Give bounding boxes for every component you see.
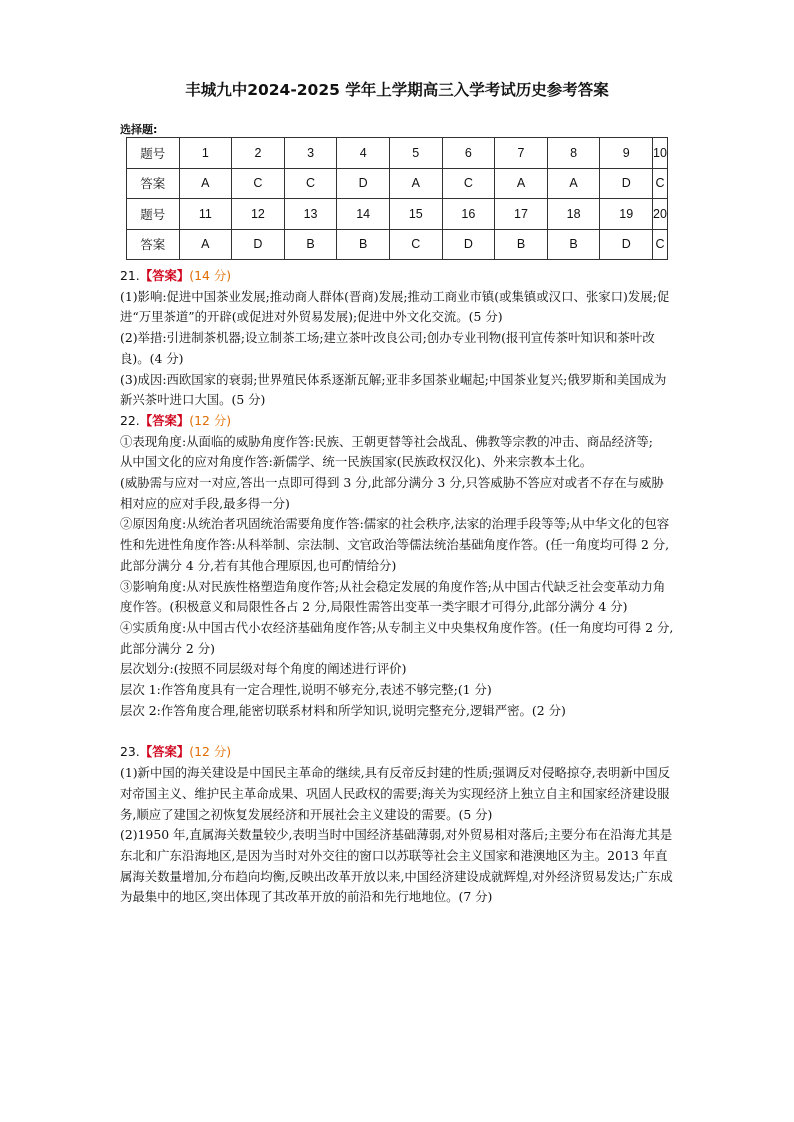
page-title: 丰城九中2024-2025 学年上学期高三入学考试历史参考答案	[185, 81, 609, 99]
answer-table-cell: C	[389, 229, 442, 260]
answer-table-cell: 4	[337, 138, 390, 169]
answer-table-cell: 9	[600, 138, 653, 169]
q21-part2: (2)举措:引进制茶机器;设立制茶工场;建立茶叶改良公司;创办专业刊物(报刊宣传茶叶知识和茶叶改良)。(4 分)	[120, 330, 655, 366]
answer-table-cell: 12	[232, 199, 285, 230]
q22-answer-tag: 【答案】	[139, 412, 190, 428]
q22-score: (12 分)	[189, 412, 232, 428]
q22-level2: 层次 2:作答角度合理,能密切联系材料和所学知识,说明完整充分,逻辑严密。(2 分)	[120, 702, 566, 718]
answer-table-cell: 13	[284, 199, 337, 230]
answer-table-cell: 16	[442, 199, 495, 230]
free-response-section	[120, 266, 676, 908]
answer-table-cell: A	[547, 168, 600, 199]
answer-table-cell: 7	[495, 138, 548, 169]
q23-part2: (2)1950 年,直属海关数量较少,表明当时中国经济基础薄弱,对外贸易相对落后;主要分布在沿海尤其是东北和广东沿海地区,是因为当时对外交往的窗口以苏联等社会主义国家和港澳地区为主。2013 年直属海关数量增加,分布趋向均衡,反映出改革开放以来,中国经济建设成就辉煌,对外经济贸易发达;广东成为最集中的地区,突出体现了其改革开放的前沿和先行地地位。(7 分)	[120, 827, 673, 905]
answer-table-cell: C	[653, 229, 668, 260]
answer-table-row-header: 题号	[127, 138, 180, 169]
answer-table-cell: C	[442, 168, 495, 199]
q22-level-criteria: 层次划分:(按照不同层级对每个角度的阐述进行评价)	[120, 661, 407, 677]
answer-table-cell: 5	[389, 138, 442, 169]
answer-table-cell: C	[232, 168, 285, 199]
answer-table-cell: D	[232, 229, 285, 260]
answer-table-cell: D	[600, 168, 653, 199]
q21-answer-tag: 【答案】	[139, 268, 190, 283]
answer-table-cell: 19	[600, 199, 653, 230]
answer-table-cell: 20	[653, 199, 668, 230]
q21-heading	[120, 266, 676, 287]
q23-answer-tag: 【答案】	[139, 744, 190, 760]
q21-number: 21.	[120, 268, 140, 283]
answer-table-row-header: 答案	[127, 229, 180, 260]
answer-table-cell: A	[179, 168, 232, 199]
answer-table-cell: 2	[232, 138, 285, 169]
q23-part1: (1)新中国的海关建设是中国民主革命的继续,具有反帝反封建的性质;强调反对侵略掠夺,表明新中国反对帝国主义、维护民主革命成果、巩固人民政权的需要;海关为实现经济上独立自主和国家经济建设服务,顺应了建国之初恢复发展经济和开展社会主义建设的需要。(5 分)	[120, 765, 671, 822]
answer-table-cell: 11	[179, 199, 232, 230]
q22-number: 22.	[120, 412, 140, 428]
q22-point1-note: (威胁需与应对一对应,答出一点即可得到 3 分,此部分满分 3 分,只答威胁不答应对或者不存在与威胁相对应的应对手段,最多得一分)	[120, 475, 664, 511]
answer-table-cell: A	[179, 229, 232, 260]
answer-table-row-header: 答案	[127, 168, 180, 199]
q22-point2: ②原因角度:从统治者巩固统治需要角度作答:儒家的社会秩序,法家的治理手段等等;从中华文化的包容性和先进性角度作答:从科举制、宗法制、文官政治等儒法统治基础角度作答。(任一角度均可得 2 分,此部分满分 4 分,若有其他合理原因,也可酌情给分)	[120, 516, 670, 573]
answer-table-cell: B	[547, 229, 600, 260]
q22-heading	[120, 411, 676, 432]
q22-point3: ③影响角度:从对民族性格塑造角度作答;从社会稳定发展的角度作答;从中国古代缺乏社会变革动力角度作答。(积极意义和局限性各占 2 分,局限性需答出变革一类字眼才可得分,此部分满分 4 分)	[120, 578, 666, 615]
answer-table-cell: B	[495, 229, 548, 260]
answer-table-cell: 6	[442, 138, 495, 169]
answer-table-cell: 1	[179, 138, 232, 169]
answer-table-cell: B	[337, 229, 390, 260]
answer-table-cell: 18	[547, 199, 600, 230]
answer-table-cell: 8	[547, 138, 600, 169]
q22-point4: ④实质角度:从中国古代小农经济基础角度作答;从专制主义中央集权角度作答。(任一角度均可得 2 分,此部分满分 2 分)	[120, 619, 674, 656]
answer-table-row	[127, 199, 668, 230]
answer-table-cell: A	[389, 168, 442, 199]
q23-score: (12 分)	[189, 744, 232, 760]
q22-point1: ①表现角度:从面临的威胁角度作答:民族、王朝更替等社会战乱、佛教等宗教的冲击、商品经济等;	[120, 433, 653, 449]
q22-point1-cont: 从中国文化的应对角度作答:新儒学、统一民族国家(民族政权汉化)、外来宗教本土化。	[120, 454, 593, 470]
answer-table-cell: B	[284, 229, 337, 260]
answer-table-cell: 17	[495, 199, 548, 230]
q23-heading	[120, 742, 676, 763]
q21-part3: (3)成因:西欧国家的衰弱;世界殖民体系逐渐瓦解;亚非多国茶业崛起;中国茶业复兴;俄罗斯和美国成为新兴茶叶进口大国。(5 分)	[120, 371, 667, 408]
answer-table-cell: C	[284, 168, 337, 199]
answer-table-cell: C	[653, 168, 668, 199]
answer-table-cell: D	[600, 229, 653, 260]
q21-part1: (1)影响:促进中国茶业发展;推动商人群体(晋商)发展;推动工商业市镇(或集镇或汉口、张家口)发展;促进“万里茶道”的开辟(或促进对外贸易发展);促进中外文化交流。(5 分)	[120, 288, 670, 325]
q23-number: 23.	[120, 744, 140, 760]
answer-table-cell: A	[495, 168, 548, 199]
answer-table-row	[127, 138, 668, 169]
answer-table-row	[127, 229, 668, 260]
answer-table-cell: 10	[653, 138, 668, 169]
answer-table-cell: D	[337, 168, 390, 199]
answer-table-cell: 15	[389, 199, 442, 230]
answer-table-row-header: 题号	[127, 199, 180, 230]
answer-table-cell: 14	[337, 199, 390, 230]
choice-section-label: 选择题:	[120, 123, 158, 136]
answer-table-row	[127, 168, 668, 199]
q22-level1: 层次 1:作答角度具有一定合理性,说明不够充分,表述不够完整;(1 分)	[120, 682, 492, 698]
q21-score: (14 分)	[189, 268, 232, 283]
section-gap	[120, 721, 676, 742]
answer-table-cell: D	[442, 229, 495, 260]
answer-table	[126, 137, 668, 260]
answer-table-cell: 3	[284, 138, 337, 169]
